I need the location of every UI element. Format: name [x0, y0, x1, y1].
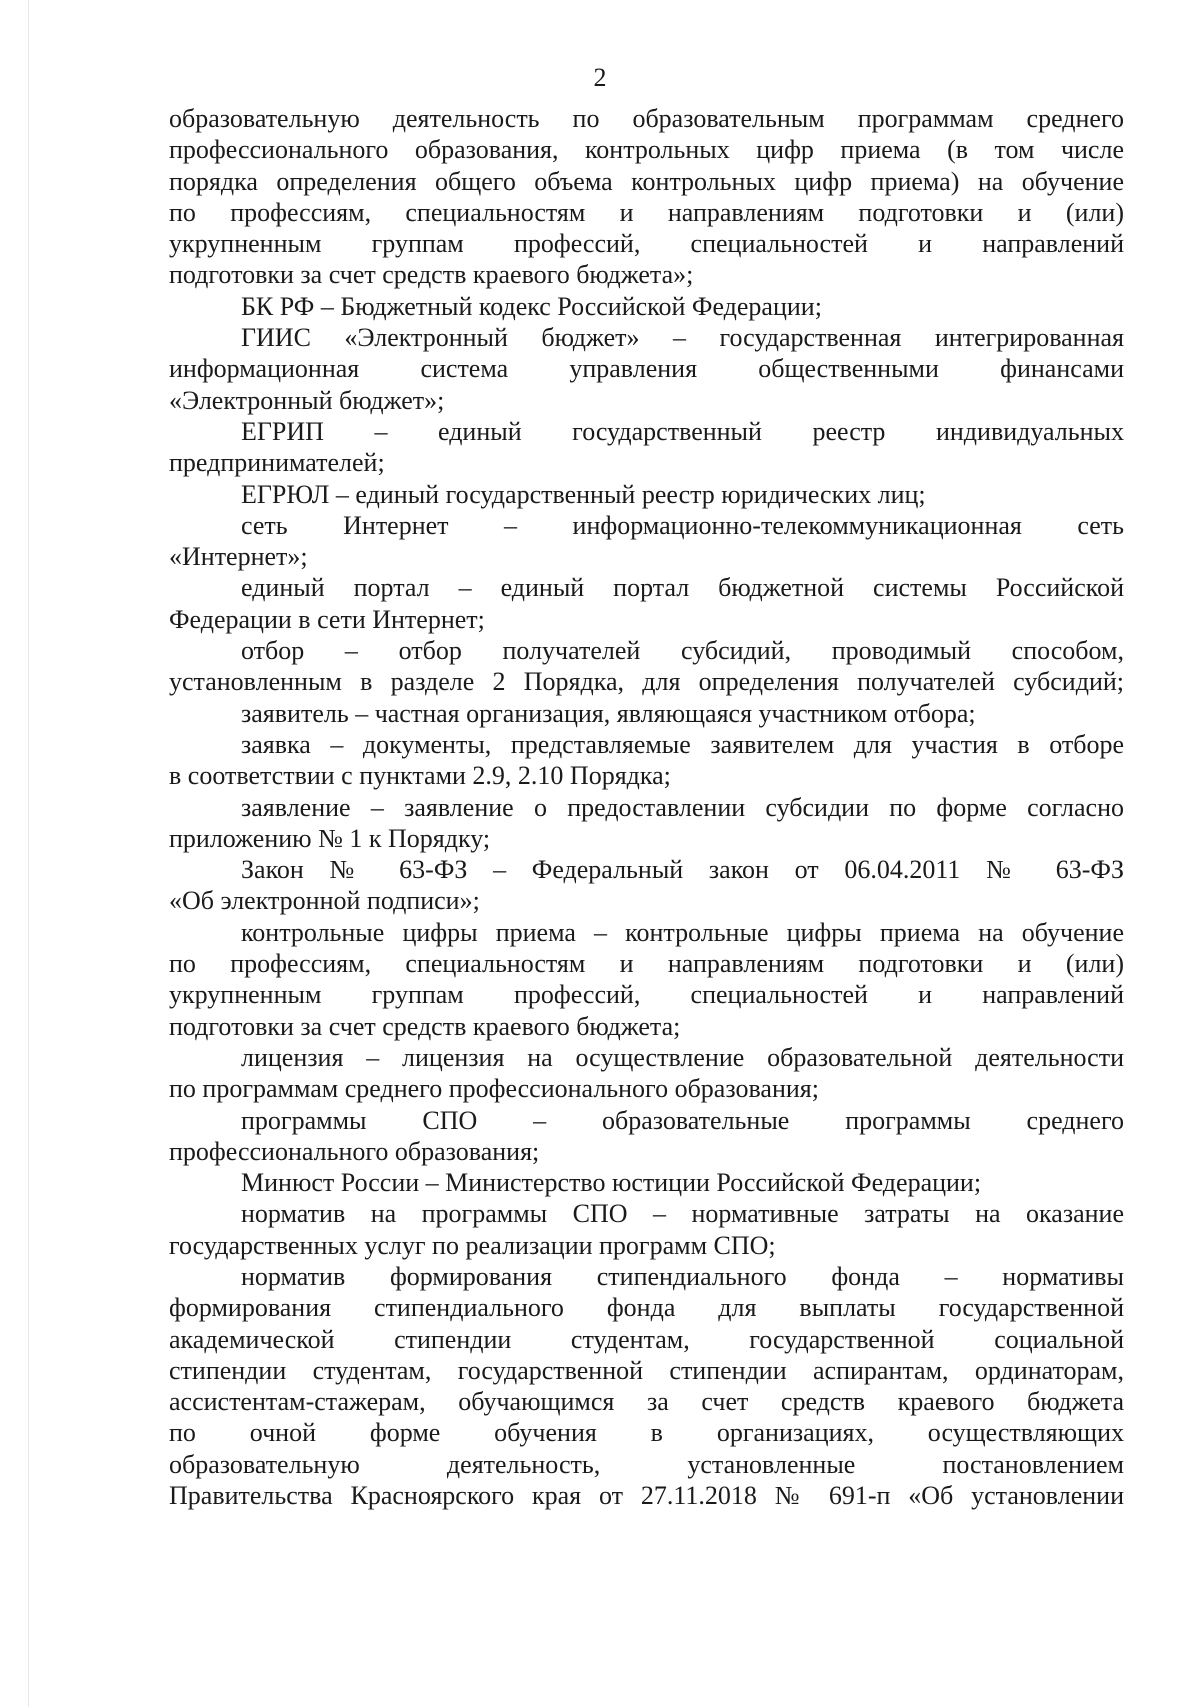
text-line: единый портал – единый портал бюджетной системы Российской — [241, 573, 1124, 603]
text-line: ассистентам-стажерам, обучающимся за счет средств краевого бюджета — [169, 1387, 1124, 1417]
text-line: программы СПО – образовательные программы среднего — [241, 1105, 1124, 1135]
text-line: ГИИС «Электронный бюджет» – государственная интегрированная — [241, 323, 1124, 353]
text-line: отбор – отбор получателей субсидий, проводимый способом, — [241, 636, 1124, 666]
text-line: Правительства Красноярского края от 27.11.2018 № 691-п «Об установлении — [169, 1481, 1124, 1511]
document-body — [169, 103, 1124, 1511]
text-line: государственных услуг по реализации программ СПО; — [169, 1230, 776, 1260]
text-line: заявитель – частная организация, являющаяся участником отбора; — [241, 698, 976, 728]
text-line: установленным в разделе 2 Порядка, для определения получателей субсидий; — [169, 667, 1124, 697]
text-line: Федерации в сети Интернет; — [169, 604, 485, 634]
text-line: лицензия – лицензия на осуществление образовательной деятельности — [241, 1042, 1124, 1072]
text-line: укрупненным группам профессий, специальностей и направлений — [169, 229, 1124, 259]
text-line: образовательную деятельность, установленные постановлением — [169, 1449, 1124, 1479]
text-line: профессионального образования; — [169, 1136, 540, 1166]
text-line: в соответствии с пунктами 2.9, 2.10 Порядка; — [169, 761, 671, 791]
text-line: «Электронный бюджет»; — [169, 385, 445, 415]
text-line: Минюст России – Министерство юстиции Российской Федерации; — [241, 1168, 982, 1198]
text-line: формирования стипендиального фонда для выплаты государственной — [169, 1293, 1124, 1323]
text-line: заявление – заявление о предоставлении субсидии по форме согласно — [241, 792, 1124, 822]
text-line: академической стипендии студентам, государственной социальной — [169, 1324, 1124, 1354]
text-line: приложению № 1 к Порядку; — [169, 823, 491, 853]
text-line: по очной форме обучения в организациях, осуществляющих — [169, 1418, 1124, 1448]
text-line: норматив на программы СПО – нормативные затраты на оказание — [241, 1199, 1124, 1229]
text-line: сеть Интернет – информационно-телекоммуникационная сеть — [241, 510, 1124, 540]
text-line: по профессиям, специальностям и направлениям подготовки и (или) — [169, 197, 1124, 227]
text-line: образовательную деятельность по образовательным программам среднего — [169, 104, 1124, 133]
text-line: стипендии студентам, государственной стипендии аспирантам, ординаторам, — [169, 1355, 1124, 1385]
text-line: ЕГРЮЛ – единый государственный реестр юридических лиц; — [241, 479, 926, 509]
text-line: Закон № 63-ФЗ – Федеральный закон от 06.04.2011 № 63-ФЗ — [241, 855, 1124, 885]
text-line: по профессиям, специальностям и направлениям подготовки и (или) — [169, 949, 1124, 979]
text-line: подготовки за счет средств краевого бюджета»; — [169, 260, 694, 290]
text-line: порядка определения общего объема контрольных цифр приема) на обучение — [169, 166, 1124, 196]
text-line: профессионального образования, контрольных цифр приема (в том числе — [169, 135, 1124, 165]
text-line: по программам среднего профессионального образования; — [169, 1074, 819, 1104]
text-line: норматив формирования стипендиального фонда – нормативы — [241, 1261, 1124, 1291]
text-line: укрупненным группам профессий, специальностей и направлений — [169, 980, 1124, 1010]
text-line: «Об электронной подписи»; — [169, 886, 480, 916]
text-line: контрольные цифры приема – контрольные цифры приема на обучение — [241, 917, 1124, 947]
text-line: подготовки за счет средств краевого бюджета; — [169, 1011, 681, 1041]
text-line: «Интернет»; — [169, 542, 308, 572]
text-line: предпринимателей; — [169, 448, 385, 478]
page-number: 2 — [593, 63, 607, 92]
text-line: ЕГРИП – единый государственный реестр индивидуальных — [241, 416, 1124, 446]
scan-edge-line — [28, 0, 29, 1707]
text-line: информационная система управления общественными финансами — [169, 354, 1124, 384]
text-line: БК РФ – Бюджетный кодекс Российской Федерации; — [241, 291, 822, 321]
text-line: заявка – документы, представляемые заявителем для участия в отборе — [241, 729, 1124, 759]
